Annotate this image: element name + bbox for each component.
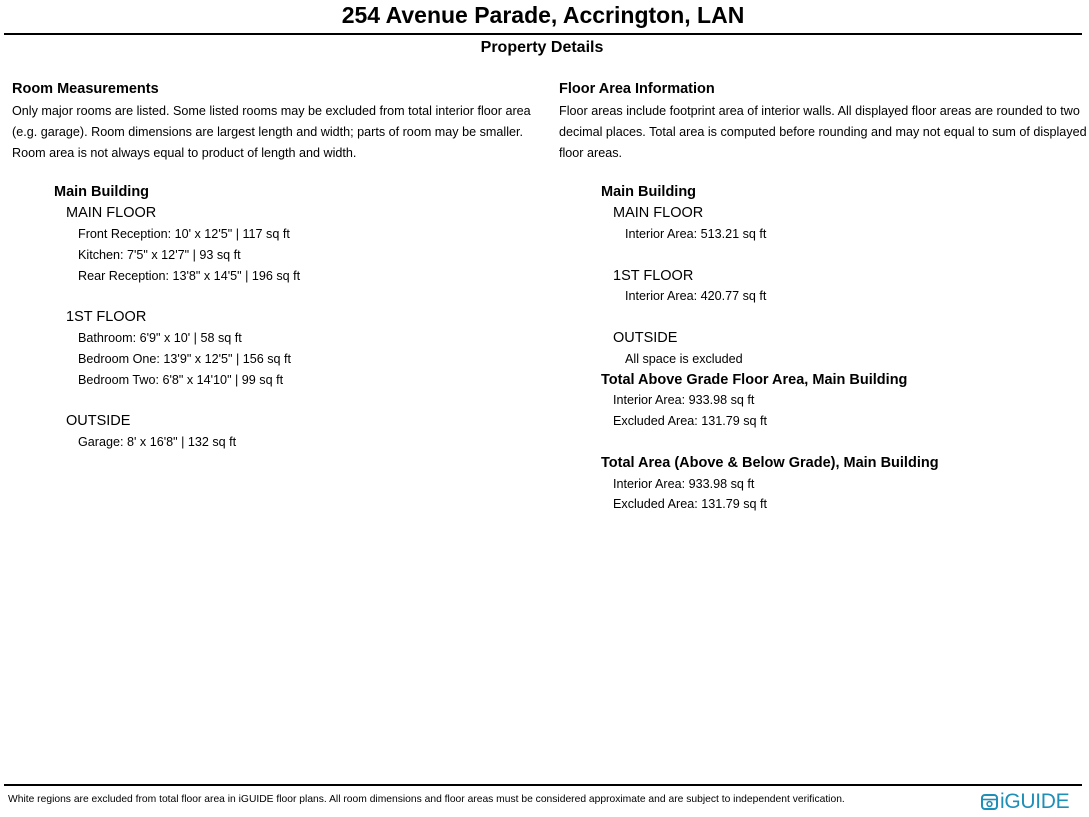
room-measurements-intro-line: Only major rooms are listed. Some listed rooms may be excluded from total interior floor area [12, 104, 531, 118]
floor-name: 1ST FLOOR [613, 267, 694, 284]
building-name: Main Building [54, 184, 150, 201]
building-name: Main Building [601, 184, 697, 201]
room-item: Bedroom One: 13'9" x 12'5" | 156 sq ft [78, 351, 292, 366]
room-item: Garage: 8' x 16'8" | 132 sq ft [78, 434, 237, 449]
camera-box-icon [981, 794, 998, 810]
room-measurements-building [54, 182, 542, 452]
page-title: 254 Avenue Parade, Accrington, LAN [341, 2, 745, 28]
floor-area-section [559, 80, 1089, 515]
total-heading: Total Area (Above & Below Grade), Main Building [601, 454, 939, 471]
page-subtitle: Property Details [480, 39, 604, 56]
room-measurements-heading: Room Measurements [12, 81, 159, 97]
total-excluded-area: Excluded Area: 131.79 sq ft [613, 497, 768, 512]
total-interior-area: Interior Area: 933.98 sq ft [613, 393, 755, 408]
room-item: Bedroom Two: 6'8" x 14'10" | 99 sq ft [78, 372, 284, 387]
floor-area-value: All space is excluded [625, 351, 743, 366]
floor-area-building [601, 182, 1089, 515]
total-interior-area: Interior Area: 933.98 sq ft [613, 476, 755, 491]
floor-name: OUTSIDE [613, 329, 678, 346]
footer-disclaimer: White regions are excluded from total floor area in iGUIDE floor plans. All room dimensions and floor areas must be considered approximate and are subject to independent verification. [8, 794, 845, 805]
floor-area-value: Interior Area: 420.77 sq ft [625, 289, 767, 304]
room-item: Kitchen: 7'5" x 12'7" | 93 sq ft [78, 247, 241, 262]
room-item: Bathroom: 6'9" x 10' | 58 sq ft [78, 330, 242, 345]
total-excluded-area: Excluded Area: 131.79 sq ft [613, 414, 768, 429]
room-item: Front Reception: 10' x 12'5" | 117 sq ft [78, 226, 290, 241]
floor-area-heading: Floor Area Information [559, 81, 715, 97]
floor-name: MAIN FLOOR [66, 205, 157, 222]
floor-area-intro-line: Floor areas include footprint area of interior walls. All displayed floor areas are rounded to two [559, 104, 1080, 118]
room-measurements-intro-line: Room area is not always equal to product of length and width. [12, 145, 357, 160]
logo-text: iGUIDE [1000, 790, 1070, 813]
footer-divider [4, 784, 1082, 786]
room-item: Rear Reception: 13'8" x 14'5" | 196 sq ft [78, 268, 301, 283]
room-measurements-intro-line: (e.g. garage). Room dimensions are largest length and width; parts of room may be smaller. [12, 124, 523, 139]
floor-area-value: Interior Area: 513.21 sq ft [625, 226, 767, 241]
header-divider [4, 33, 1082, 35]
floor-area-intro-line: decimal places. Total area is computed before rounding and may not equal to sum of displayed [559, 124, 1087, 139]
floor-name: OUTSIDE [66, 413, 131, 430]
floor-name: MAIN FLOOR [613, 205, 704, 222]
iguide-logo [981, 790, 1069, 814]
floor-area-intro-line: floor areas. [559, 145, 622, 160]
total-heading: Total Above Grade Floor Area, Main Building [601, 371, 908, 388]
floor-name: 1ST FLOOR [66, 309, 147, 326]
room-measurements-section [12, 80, 542, 453]
